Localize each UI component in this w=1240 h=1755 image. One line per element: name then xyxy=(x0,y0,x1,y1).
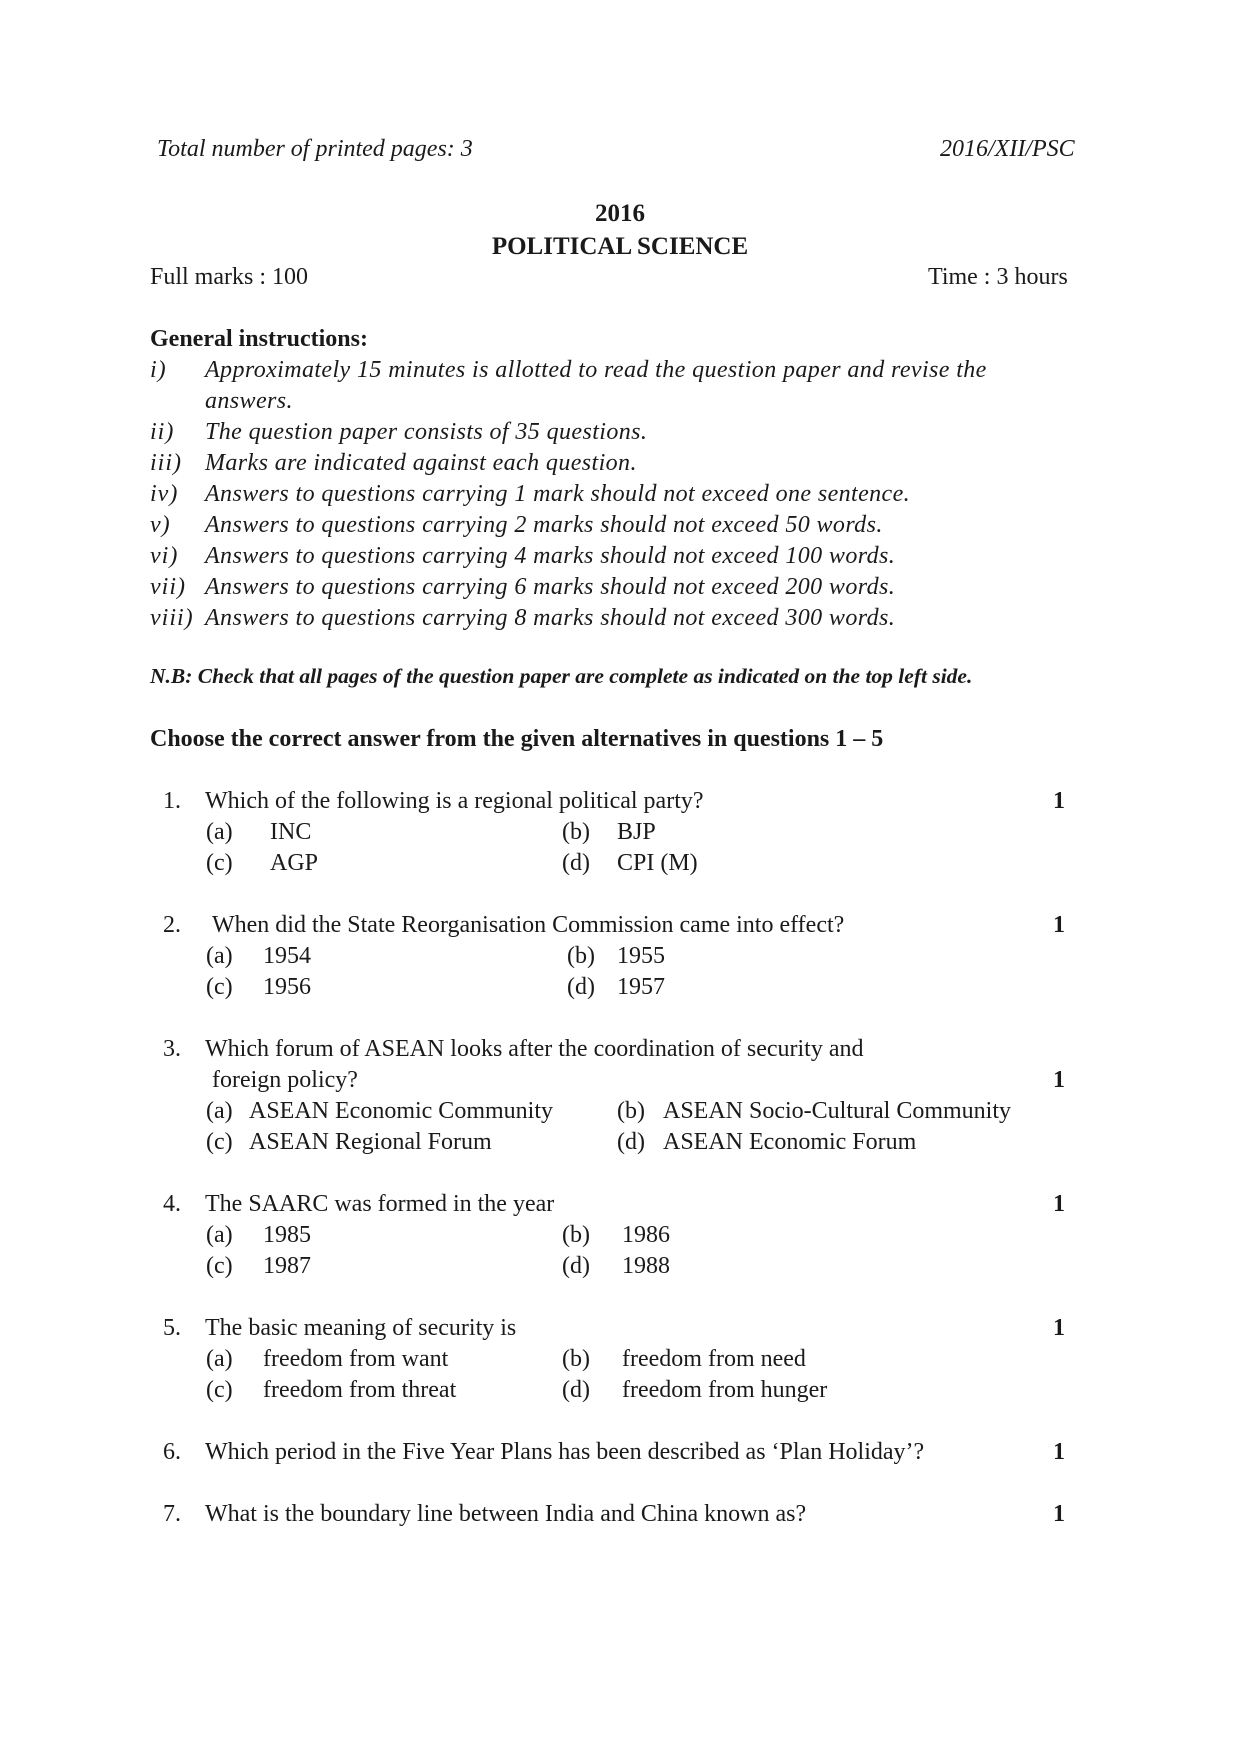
option-text: freedom from need xyxy=(622,1346,806,1372)
option-label: (d) xyxy=(567,974,595,1000)
instruction-text: Answers to questions carrying 1 mark should not exceed one sentence. xyxy=(205,481,911,507)
option-text: freedom from want xyxy=(263,1346,449,1372)
question-text: When did the State Reorganisation Commission came into effect? xyxy=(212,912,845,938)
instructions-heading: General instructions: xyxy=(150,326,368,352)
option-text: 1956 xyxy=(263,974,311,1000)
question-number: 2. xyxy=(163,912,181,938)
question-marks: 1 xyxy=(1053,1501,1065,1527)
instruction-text: Approximately 15 minutes is allotted to read the question paper and revise the xyxy=(205,357,987,383)
exam-year: 2016 xyxy=(595,200,645,227)
question-number: 5. xyxy=(163,1315,181,1341)
option-text: 1954 xyxy=(263,943,311,969)
instruction-number: i) xyxy=(150,357,167,383)
instruction-number: v) xyxy=(150,512,171,538)
option-label: (b) xyxy=(562,1222,590,1248)
question-text: Which period in the Five Year Plans has been described as ‘Plan Holiday’? xyxy=(205,1439,925,1465)
option-text: 1986 xyxy=(622,1222,670,1248)
page-count-note: Total number of printed pages: 3 xyxy=(157,136,473,162)
question-number: 1. xyxy=(163,788,181,814)
full-marks: Full marks : 100 xyxy=(150,264,309,290)
instruction-text-continued: answers. xyxy=(205,388,293,414)
instruction-text: The question paper consists of 35 questions. xyxy=(205,419,648,445)
option-text: ASEAN Economic Forum xyxy=(663,1129,917,1155)
paper-code: 2016/XII/PSC xyxy=(940,136,1075,162)
option-text: 1957 xyxy=(617,974,665,1000)
question-text: Which forum of ASEAN looks after the coordination of security and xyxy=(205,1036,864,1062)
question-number: 6. xyxy=(163,1439,181,1465)
question-text: What is the boundary line between India and China known as? xyxy=(205,1501,807,1527)
option-text: INC xyxy=(270,819,312,845)
option-label: (b) xyxy=(567,943,595,969)
option-label: (b) xyxy=(617,1098,645,1124)
option-label: (d) xyxy=(617,1129,645,1155)
option-text: freedom from threat xyxy=(263,1377,457,1403)
instruction-text: Marks are indicated against each question. xyxy=(205,450,637,476)
option-label: (a) xyxy=(206,1098,233,1124)
instruction-text: Answers to questions carrying 2 marks should not exceed 50 words. xyxy=(205,512,883,538)
option-label: (c) xyxy=(206,1129,233,1155)
option-label: (c) xyxy=(206,850,233,876)
option-text: ASEAN Economic Community xyxy=(249,1098,553,1124)
question-marks: 1 xyxy=(1053,1315,1065,1341)
instruction-number: vi) xyxy=(150,543,179,569)
instruction-number: iv) xyxy=(150,481,179,507)
option-text: 1987 xyxy=(263,1253,311,1279)
option-label: (c) xyxy=(206,1377,233,1403)
instruction-number: iii) xyxy=(150,450,182,476)
question-text: The basic meaning of security is xyxy=(205,1315,517,1341)
question-number: 3. xyxy=(163,1036,181,1062)
option-text: BJP xyxy=(617,819,656,845)
option-label: (d) xyxy=(562,1253,590,1279)
question-number: 7. xyxy=(163,1501,181,1527)
option-text: ASEAN Regional Forum xyxy=(249,1129,492,1155)
option-label: (a) xyxy=(206,819,233,845)
option-text: ASEAN Socio-Cultural Community xyxy=(663,1098,1011,1124)
instruction-text: Answers to questions carrying 6 marks should not exceed 200 words. xyxy=(205,574,896,600)
option-label: (a) xyxy=(206,1222,233,1248)
instruction-text: Answers to questions carrying 8 marks should not exceed 300 words. xyxy=(205,605,896,631)
question-marks: 1 xyxy=(1053,1067,1065,1093)
option-text: 1955 xyxy=(617,943,665,969)
option-label: (a) xyxy=(206,1346,233,1372)
option-text: 1988 xyxy=(622,1253,670,1279)
option-label: (b) xyxy=(562,1346,590,1372)
instruction-text: Answers to questions carrying 4 marks should not exceed 100 words. xyxy=(205,543,896,569)
option-label: (a) xyxy=(206,943,233,969)
option-label: (c) xyxy=(206,1253,233,1279)
question-marks: 1 xyxy=(1053,788,1065,814)
question-text-continued: foreign policy? xyxy=(212,1067,358,1093)
section-heading: Choose the correct answer from the given alternatives in questions 1 – 5 xyxy=(150,726,884,752)
question-marks: 1 xyxy=(1053,1191,1065,1217)
subject-title: POLITICAL SCIENCE xyxy=(491,233,749,260)
option-text: 1985 xyxy=(263,1222,311,1248)
option-text: CPI (M) xyxy=(617,850,698,876)
question-text: Which of the following is a regional political party? xyxy=(205,788,704,814)
question-text: The SAARC was formed in the year xyxy=(205,1191,555,1217)
question-marks: 1 xyxy=(1053,912,1065,938)
option-label: (d) xyxy=(562,850,590,876)
question-marks: 1 xyxy=(1053,1439,1065,1465)
instruction-number: viii) xyxy=(150,605,194,631)
instruction-number: ii) xyxy=(150,419,175,445)
option-text: AGP xyxy=(270,850,319,876)
option-text: freedom from hunger xyxy=(622,1377,828,1403)
time-allowed: Time : 3 hours xyxy=(928,264,1068,290)
option-label: (c) xyxy=(206,974,233,1000)
option-label: (b) xyxy=(562,819,590,845)
nb-note: N.B: Check that all pages of the question paper are complete as indicated on the top left side. xyxy=(150,664,973,688)
instruction-number: vii) xyxy=(150,574,186,600)
option-label: (d) xyxy=(562,1377,590,1403)
question-number: 4. xyxy=(163,1191,181,1217)
